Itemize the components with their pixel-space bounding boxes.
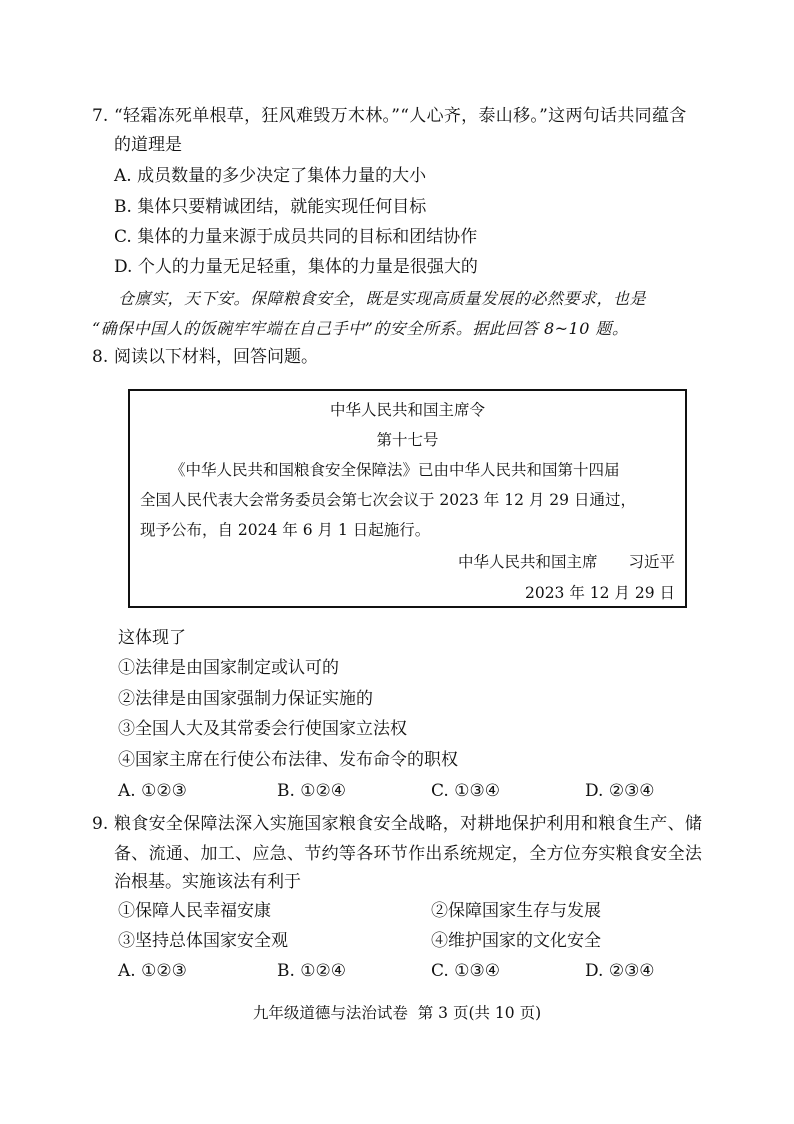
decree-title: 中华人民共和国主席令 (329, 401, 485, 419)
q9-statement-1: ①保障人民幸福安康 (118, 901, 271, 921)
decree-signer: 中华人民共和国主席 习近平 (457, 553, 675, 571)
q8-statement-1: ①法律是由国家制定或认可的 (118, 658, 339, 678)
q9-choice-c: C. ①③④ (431, 961, 500, 981)
q7-option-c: C. 集体的力量来源于成员共同的目标和团结协作 (114, 227, 478, 247)
q8-choice-a: A. ①②③ (118, 781, 187, 801)
decree-box (128, 389, 687, 608)
q9-statement-2: ②保障国家生存与发展 (431, 901, 601, 921)
q8-choice-c: C. ①③④ (431, 781, 500, 801)
decree-date: 2023 年 12 月 29 日 (524, 584, 675, 602)
q9-stem-line1: 粮食安全保障法深入实施国家粮食安全战略，对耕地保护利用和粮食生产、储 (114, 814, 703, 834)
q9-statement-4: ④维护国家的文化安全 (431, 931, 601, 951)
q8-statement-3: ③全国人大及其常委会行使国家立法权 (118, 719, 407, 739)
q9-choice-d: D. ②③④ (585, 961, 655, 981)
q7-number: 7. (92, 106, 109, 126)
q8-lead: 这体现了 (118, 628, 186, 648)
q8-choice-d: D. ②③④ (585, 781, 655, 801)
page-footer: 九年级道德与法治试卷 第 3 页(共 10 页) (252, 1004, 542, 1022)
q7-option-a: A. 成员数量的多少决定了集体力量的大小 (114, 166, 427, 186)
q9-stem-line3: 治根基。实施该法有利于 (114, 872, 301, 892)
q9-stem-line2: 备、流通、加工、应急、节约等各环节作出系统规定，全方位夯实粮食安全法 (114, 844, 703, 864)
q8-choice-b: B. ①②④ (277, 781, 347, 801)
q9-statement-3: ③坚持总体国家安全观 (118, 931, 288, 951)
decree-body-line3: 现予公布，自 2024 年 6 月 1 日起施行。 (140, 521, 431, 539)
intro-line2: “确保中国人的饭碗牢牢端在自己手中”的安全所系。据此回答 8~10 题。 (92, 319, 629, 338)
q7-option-d: D. 个人的力量无足轻重，集体的力量是很强大的 (114, 257, 478, 277)
q8-statement-2: ②法律是由国家强制力保证实施的 (118, 689, 373, 709)
decree-number: 第十七号 (376, 431, 439, 449)
q9-number: 9. (92, 814, 109, 834)
q9-choice-b: B. ①②④ (277, 961, 347, 981)
q7-stem-line1: “轻霜冻死单根草，狂风难毁万木林。”“人心齐，泰山移。”这两句话共同蕴含 (114, 106, 687, 126)
q8-statement-4: ④国家主席在行使公布法律、发布命令的职权 (118, 750, 458, 770)
q7-stem-line2: 的道理是 (114, 135, 182, 155)
decree-body-line1: 《中华人民共和国粮食安全保障法》已由中华人民共和国第十四届 (170, 461, 620, 479)
intro-line1: 仓廪实，天下安。保障粮食安全，既是实现高质量发展的必然要求，也是 (118, 289, 647, 308)
q9-choice-a: A. ①②③ (118, 961, 187, 981)
q7-option-b: B. 集体只要精诚团结，就能实现任何目标 (114, 197, 427, 217)
decree-body-line2: 全国人民代表大会常务委员会第七次会议于 2023 年 12 月 29 日通过， (140, 491, 636, 509)
q8-number: 8. (92, 347, 109, 367)
q8-stem: 阅读以下材料，回答问题。 (114, 347, 318, 367)
